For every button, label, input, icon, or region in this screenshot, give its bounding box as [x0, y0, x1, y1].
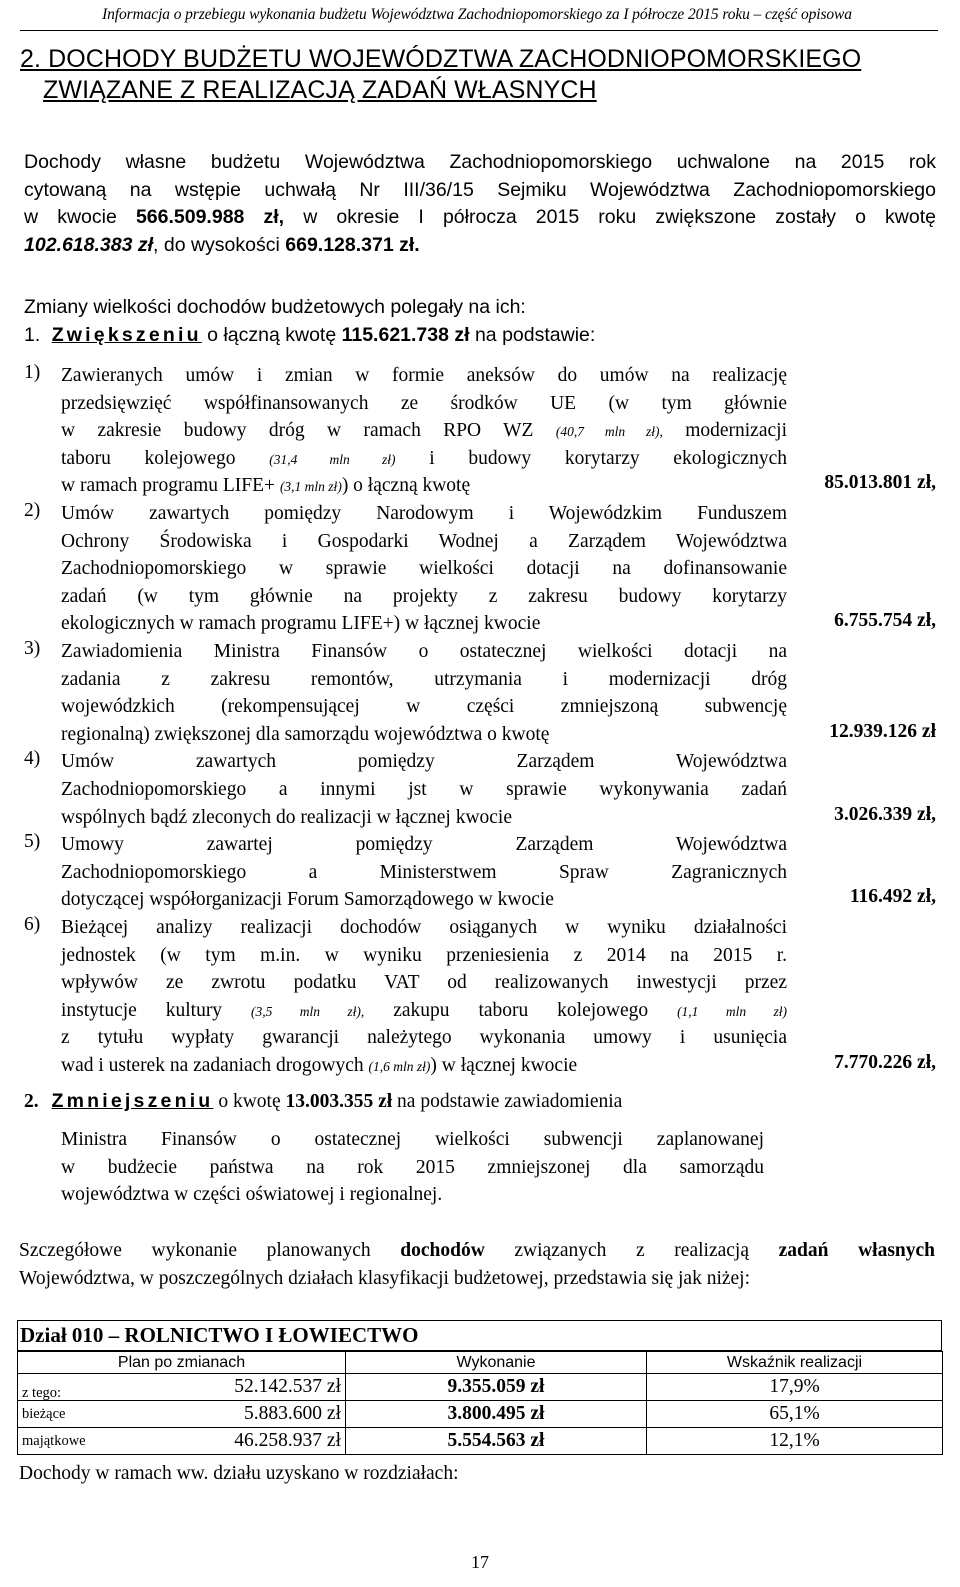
list-item-text — [61, 500, 787, 638]
cell-exec: 3.800.495 zł — [346, 1401, 647, 1428]
list-item-line: Zachodniopomorskiego a innymi jst w sprawie wykonywania zadań — [61, 778, 787, 800]
decrease-line: Ministra Finansów o ostatecznej wielkości subwencji zaplanowanej — [61, 1129, 764, 1150]
intro-amount-increase: 102.618.383 zł — [24, 233, 154, 256]
list-item-text — [61, 362, 787, 500]
changes-intro: Zmiany wielkości dochodów budżetowych polegały na ich: — [24, 296, 526, 318]
decrease-amount: 13.003.355 zł — [285, 1091, 393, 1112]
header-exec: Wykonanie — [346, 1352, 647, 1374]
list-item-amount: 85.013.801 zł, — [824, 472, 936, 494]
list-item-line: instytucje kultury (3,5 mln zł), zakupu taboru kolejowego (1,1 mln zł) — [61, 999, 788, 1021]
list-item-line: wad i usterek na zadaniach drogowych (1,6 mln zł)) w łącznej kwocie — [61, 1054, 578, 1076]
cell-pct: 65,1% — [647, 1401, 943, 1428]
cell-plan: 52.142.537 zł — [107, 1374, 346, 1401]
section-title-line2: ZWIĄZANE Z REALIZACJĄ ZADAŃ WŁASNYCH — [43, 76, 597, 104]
cell-exec: 5.554.563 zł — [346, 1428, 647, 1455]
list-item-line: zadań (w tym głównie na projekty z zakresu budowy korytarzy — [61, 585, 787, 607]
list-item-line: zadania z zakresu remontów, utrzymania i modernizacji dróg — [61, 668, 787, 690]
list-item-amount: 116.492 zł, — [849, 886, 936, 908]
table-header-row — [18, 1352, 943, 1374]
list-item-line: regionalną) zwiększonej dla samorządu województwa o kwotę — [61, 723, 550, 745]
decrease-heading: 2. Zmniejszeniu o kwotę 13.003.355 zł na podstawie zawiadomienia — [24, 1090, 623, 1112]
list-item-line: taboru kolejowego (31,4 mln zł) i budowy korytarzy ekologicznych — [61, 447, 788, 469]
table-title: Dział 010 – ROLNICTWO I ŁOWIECTWO — [17, 1320, 942, 1351]
decrease-paragraph — [61, 1126, 764, 1209]
intro-amount-final: 669.128.371 zł — [285, 233, 415, 256]
list-item-line: Umów zawartych pomiędzy Zarządem Województwa — [61, 751, 787, 773]
list-item-text — [61, 748, 787, 831]
budget-grid — [17, 1351, 943, 1455]
intro-amount-initial: 566.509.988 zł, — [135, 206, 285, 228]
cell-plan: 5.883.600 zł — [107, 1401, 346, 1428]
decrease-line: województwa w części oświatowej i regionalnej. — [61, 1184, 443, 1205]
list-item-number: 6) — [24, 914, 41, 935]
header-plan: Plan po zmianach — [18, 1352, 346, 1374]
increase-heading: 1. Zwiększeniu o łączną kwotę 115.621.738 zł na podstawie: — [24, 324, 596, 346]
intro-line: 102.618.383 zł, do wysokości 669.128.371 zł. — [24, 233, 420, 256]
header-pct: Wskaźnik realizacji — [647, 1352, 943, 1374]
row-label: bieżące — [18, 1401, 107, 1428]
list-item-text — [61, 831, 787, 914]
list-item-number: 1) — [24, 362, 41, 383]
cell-pct: 17,9% — [647, 1374, 943, 1401]
list-item-line: ekologicznych w ramach programu LIFE+) w łącznej kwocie — [61, 613, 541, 635]
list-item-line: w zakresie budowy dróg w ramach RPO WZ (40,7 mln zł), modernizacji — [61, 420, 787, 442]
list-item-line: wspólnych bądź zleconych do realizacji w łącznej kwocie — [61, 806, 513, 828]
list-item-amount: 12.939.126 zł — [829, 720, 936, 742]
list-item-line: Zachodniopomorskiego w sprawie wielkości dotacji na dofinansowanie — [61, 558, 787, 580]
list-item-line: Zawiadomienia Ministra Finansów o ostatecznej wielkości dotacji na — [61, 641, 787, 662]
budget-table — [17, 1320, 942, 1455]
running-header: Informacja o przebiegu wykonania budżetu Województwa Zachodniopomorskiego za I półrocze 2015 roku – część opisowa — [102, 6, 852, 23]
decrease-word: Zmniejszeniu — [51, 1090, 214, 1112]
list-item-line: Zachodniopomorskiego a Ministerstwem Spraw Zagranicznych — [61, 861, 787, 883]
list-item-line: Ochrony Środowiska i Gospodarki Wodnej a Zarządem Województwa — [61, 530, 787, 552]
list-item-line: przedsięwzięć współfinansowanych ze środków UE (w tym głównie — [61, 392, 787, 414]
list-item-line: wojewódzkich (rekompensującej w części zmniejszoną subwencję — [61, 696, 787, 718]
cell-plan: 46.258.937 zł — [107, 1428, 346, 1455]
cell-exec: 9.355.059 zł — [346, 1374, 647, 1401]
intro-paragraph — [24, 149, 936, 259]
list-item-line: z tytułu wypłaty gwarancji należytego wykonania umowy i usunięcia — [61, 1027, 787, 1049]
table-row-total — [18, 1374, 943, 1401]
list-item-number: 3) — [24, 638, 41, 659]
table-row — [18, 1428, 943, 1455]
details-line: Szczegółowe wykonanie planowanych dochodów związanych z realizacją zadań własnych — [19, 1240, 936, 1261]
list-item-line: Umowy zawartej pomiędzy Zarządem Województwa — [61, 834, 787, 856]
list-item-line: dotyczącej współorganizacji Forum Samorządowego w kwocie — [61, 889, 554, 911]
list-item-amount: 6.755.754 zł, — [834, 610, 936, 632]
section-title-line1: 2. DOCHODY BUDŻETU WOJEWÓDZTWA ZACHODNIOPOMORSKIEGO — [20, 45, 862, 73]
details-paragraph — [19, 1237, 935, 1292]
intro-line: w kwocie 566.509.988 zł, w okresie I półrocza 2015 roku zwiększone zostały o kwotę — [24, 206, 936, 228]
increase-word: Zwiększeniu — [51, 324, 202, 346]
intro-line: Dochody własne budżetu Województwa Zachodniopomorskiego uchwalone na 2015 rok — [24, 151, 936, 173]
table-row — [18, 1401, 943, 1428]
decrease-line: w budżecie państwa na rok 2015 zmniejszonej dla samorządu — [61, 1156, 764, 1178]
cell-pct: 12,1% — [647, 1428, 943, 1455]
list-item-line: Umów zawartych pomiędzy Narodowym i Wojewódzkim Funduszem — [61, 503, 787, 524]
list-item-text — [61, 914, 787, 1080]
list-item-line: wpływów ze zwrotu podatku VAT od realizowanych inwestycji przez — [61, 972, 787, 994]
list-item-number: 4) — [24, 748, 41, 770]
increase-amount: 115.621.738 zł — [341, 324, 470, 346]
list-item-amount: 3.026.339 zł, — [834, 803, 936, 825]
row-subnote: z tego: — [22, 1385, 62, 1401]
footer-text: Dochody w ramach ww. działu uzyskano w rozdziałach: — [19, 1463, 459, 1484]
row-label — [18, 1374, 107, 1401]
header-rule — [20, 30, 938, 31]
details-line: Województwa, w poszczególnych działach klasyfikacji budżetowej, przedstawia się jak niżej: — [19, 1267, 751, 1289]
intro-line: cytowaną na wstępie uchwałą Nr III/36/15 Sejmiku Województwa Zachodniopomorskiego — [24, 178, 936, 201]
list-item-amount: 7.770.226 zł, — [834, 1052, 936, 1073]
row-label: majątkowe — [18, 1428, 107, 1455]
list-item-line: w ramach programu LIFE+ (3,1 mln zł)) o łączną kwotę — [61, 475, 471, 497]
list-item-text — [61, 638, 787, 748]
list-item-line: jednostek (w tym m.in. w wyniku przeniesienia z 2014 na 2015 r. — [61, 944, 787, 966]
list-item-line: Bieżącej analizy realizacji dochodów osiąganych w wyniku działalności — [61, 917, 787, 938]
list-item-number: 5) — [24, 831, 41, 853]
list-item-line: Zawieranych umów i zmian w formie aneksów do umów na realizację — [61, 365, 787, 386]
page-number: 17 — [471, 1552, 489, 1572]
list-item-number: 2) — [24, 500, 41, 521]
